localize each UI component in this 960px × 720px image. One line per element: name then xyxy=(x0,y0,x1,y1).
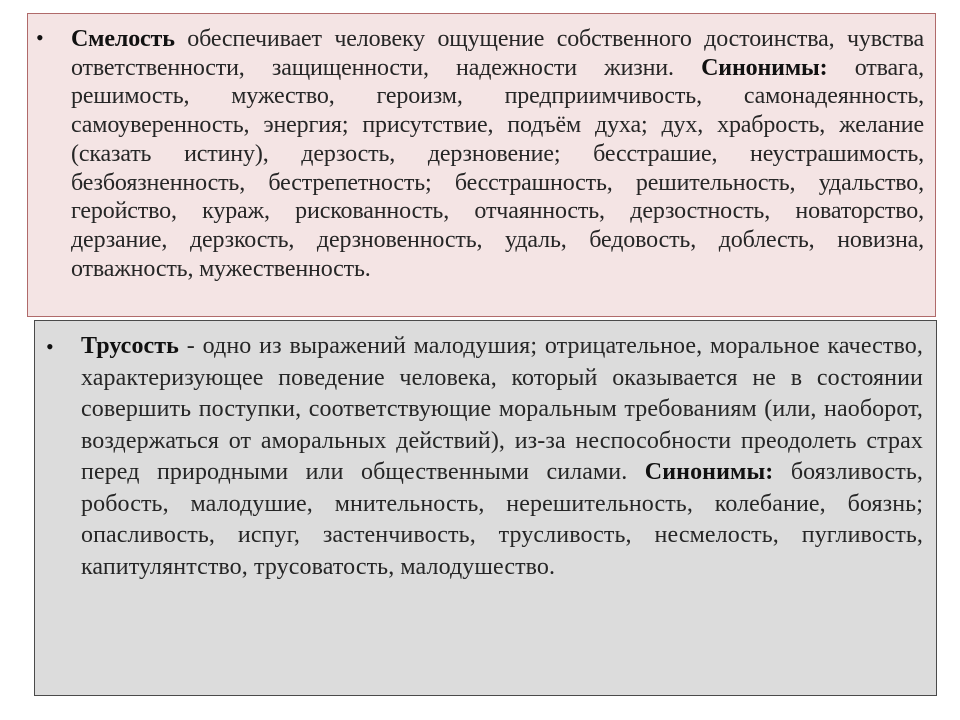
cowardice-term: Трусость xyxy=(81,333,179,359)
cowardice-paragraph xyxy=(81,331,923,583)
courage-paragraph xyxy=(71,25,924,283)
courage-term: Смелость xyxy=(71,26,175,52)
cowardice-definition: - одно из выражений малодушия; отрицательное, моральное качество, характеризующее поведение человека, который оказывается не в состоянии совершить поступки, соответствующие моральным требованиям (или, наоборот, воздержаться от аморальных действий), из-за неспособности преодолеть страх перед природными или общественными силами. xyxy=(81,333,923,485)
bullet-marker: • xyxy=(36,25,44,50)
courage-box xyxy=(27,13,936,317)
cowardice-synonyms: боязливость, робость, малодушие, мнительность, нерешительность, колебание, боязнь; опасливость, испуг, застенчивость, трусливость, несмелость, пугливость, капитулянтство, трусоватость, малодушество. xyxy=(81,459,923,580)
bullet-marker: • xyxy=(46,334,54,359)
cowardice-box xyxy=(34,320,937,696)
courage-synonyms-label: Синонимы: xyxy=(701,54,828,81)
courage-definition: обеспечивает человеку ощущение собственного достоинства, чувства ответственности, защищенности, надежности жизни. xyxy=(71,26,924,81)
cowardice-synonyms-label: Синонимы: xyxy=(644,459,774,485)
courage-synonyms: отвага, решимость, мужество, героизм, предприимчивость, самонадеянность, самоуверенность, энергия; присутствие, подъём духа; дух, храбрость, желание (сказать истину), дерзость, дерзновение; бесстрашие, неустрашимость, безбоязненность, бестрепетность; бесстрашность, решительность, удальство, геройство, кураж, рискованность, отчаянность, дерзостность, новаторство, дерзание, дерзкость, дерзновенность, удаль, бедовость, доблесть, новизна, отважность, мужественность. xyxy=(71,54,925,282)
